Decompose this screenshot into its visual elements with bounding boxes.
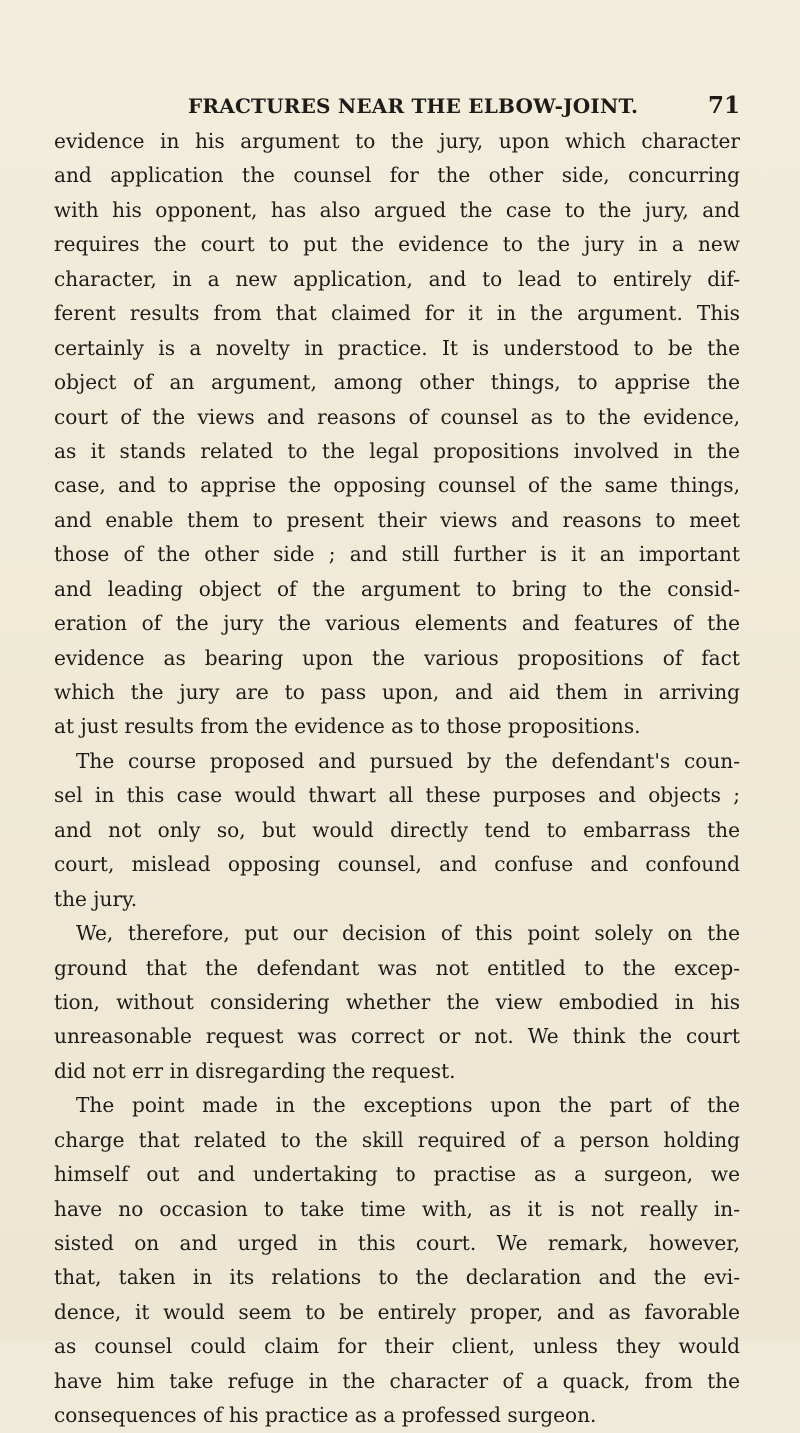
text-line: with his opponent, has also argued the case to the jury, and [54, 197, 740, 222]
text-line: himself out and undertaking to practise as a surgeon, we [54, 1162, 740, 1187]
text-line: unreasonable request was correct or not. We think the court [54, 1024, 740, 1049]
text-line: the jury. [54, 886, 138, 911]
text-line: and enable them to present their views and reasons to meet [54, 507, 740, 532]
text-line: and application the counsel for the other side, concurring [54, 163, 740, 188]
text-line: as it stands related to the legal propositions involved in the [54, 438, 740, 463]
text-line: and leading object of the argument to bring to the consid- [54, 576, 740, 601]
text-line: eration of the jury the various elements and features of the [54, 611, 740, 636]
text-line: consequences of his practice as a professed surgeon. [54, 1403, 597, 1428]
text-line: object of an argument, among other things, to apprise the [54, 370, 740, 395]
text-line: evidence as bearing upon the various propositions of fact [54, 645, 740, 670]
text-line: case, and to apprise the opposing counsel of the same things, [54, 473, 740, 498]
text-line: charge that related to the skill required of a person holding [54, 1127, 740, 1152]
text-line: tion, without considering whether the view embodied in his [54, 989, 740, 1014]
text-line: ferent results from that claimed for it in the argument. This [54, 301, 740, 326]
text-line: dence, it would seem to be entirely proper, and as favorable [54, 1299, 740, 1324]
text-line: sisted on and urged in this court. We remark, however, [54, 1231, 740, 1255]
text-line: requires the court to put the evidence to the jury in a new [54, 232, 740, 257]
text-line: court of the views and reasons of counsel as to the evidence, [54, 404, 740, 429]
body-text [54, 124, 740, 1433]
text-line: have no occasion to take time with, as it is not really in- [54, 1196, 740, 1221]
text-line: court, mislead opposing counsel, and confuse and confound [54, 852, 740, 877]
text-line: those of the other side ; and still further is it an important [54, 542, 740, 567]
text-line: have him take refuge in the character of a quack, from the [54, 1368, 740, 1393]
text-line: certainly is a novelty in practice. It is understood to be the [54, 335, 740, 360]
text-line: character, in a new application, and to lead to entirely dif- [54, 266, 740, 291]
text-line: The point made in the exceptions upon the part of the [76, 1093, 740, 1118]
text-line: did not err in disregarding the request. [54, 1058, 456, 1083]
text-line: at just results from the evidence as to those propositions. [54, 714, 641, 739]
running-header [54, 88, 740, 124]
text-line: which the jury are to pass upon, and aid them in arriving [54, 680, 740, 704]
text-line: that, taken in its relations to the declaration and the evi- [54, 1265, 740, 1290]
text-line: sel in this case would thwart all these purposes and objects ; [54, 783, 740, 808]
page-number: 71 [707, 92, 740, 119]
running-title: FRACTURES NEAR THE ELBOW-JOINT. [188, 94, 639, 118]
text-line: evidence in his argument to the jury, upon which character [54, 129, 740, 153]
text-line: ground that the defendant was not entitled to the excep- [54, 955, 740, 980]
text-line: The course proposed and pursued by the defendant's coun- [76, 748, 740, 773]
text-line: We, therefore, put our decision of this point solely on the [76, 921, 740, 946]
text-line: as counsel could claim for their client, unless they would [54, 1334, 740, 1359]
text-line: and not only so, but would directly tend to embarrass the [54, 817, 740, 842]
